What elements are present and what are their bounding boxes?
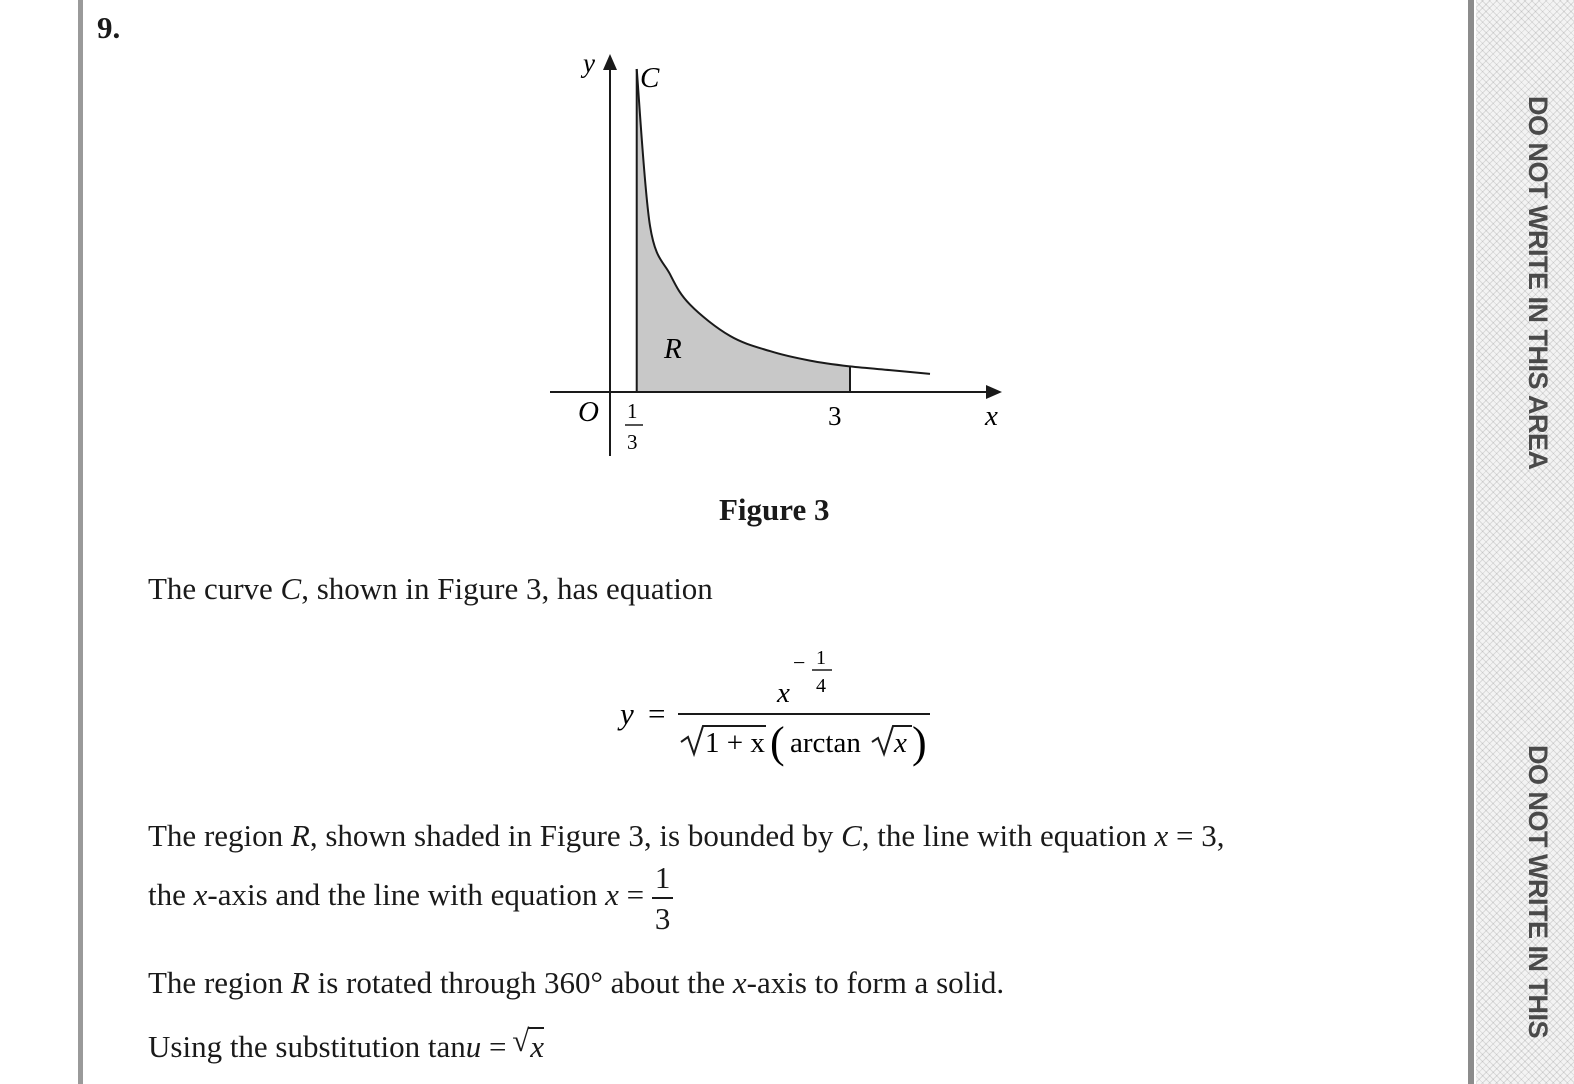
origin-label: O [578,396,599,428]
equation-denominator-func: arctan [790,727,861,759]
left-paren: ( [770,718,785,767]
equation-lhs: y [620,696,634,731]
margin-warning: DO NOT WRITE IN THIS AREA [1523,96,1553,470]
intro-paragraph: The curve C, shown in Figure 3, has equation [148,571,713,606]
substitution-paragraph: Using the substitution tanu = √ x [148,1023,545,1064]
y-axis-arrow [603,54,617,70]
equation-inner-root: x [894,727,907,759]
figure-caption: Figure 3 [719,492,830,527]
region-paragraph-line2: the x-axis and the line with equation x = $\frac{1}{3}$ [148,862,673,934]
region-paragraph-line1: The region R, shown shaded in Figure 3, is bounded by C, the line with equation x = 3, [148,818,1225,853]
sqrt-sign-icon: √ [512,1023,530,1058]
curve-label: C [640,62,660,94]
y-axis-label: y [583,48,595,78]
equation-exponent-num: 1 [816,647,826,669]
equation-exponent-den: 4 [816,675,826,697]
region-label: R [664,333,682,365]
question-number: 9. [97,10,121,45]
margin-warning: DO NOT WRITE IN THIS [1523,745,1553,1038]
fraction-one-third: $\frac{1}{3}$ [652,862,674,934]
equation-exponent-sign: − [793,650,806,675]
equation-denominator-root: 1 + x [705,727,765,759]
right-paren: ) [912,718,927,767]
tick-label-one-third-num: 1 [627,399,638,423]
equation-numerator-base: x [777,677,790,709]
equation-equals: = [648,696,666,731]
tick-label-one-third-den: 3 [627,430,638,454]
rotation-paragraph: The region R is rotated through 360° about the x-axis to form a solid. [148,965,1005,1000]
x-axis-label: x [985,400,998,432]
tick-label-3: 3 [828,401,842,431]
equation [617,647,930,767]
x-axis-arrow [986,385,1002,399]
